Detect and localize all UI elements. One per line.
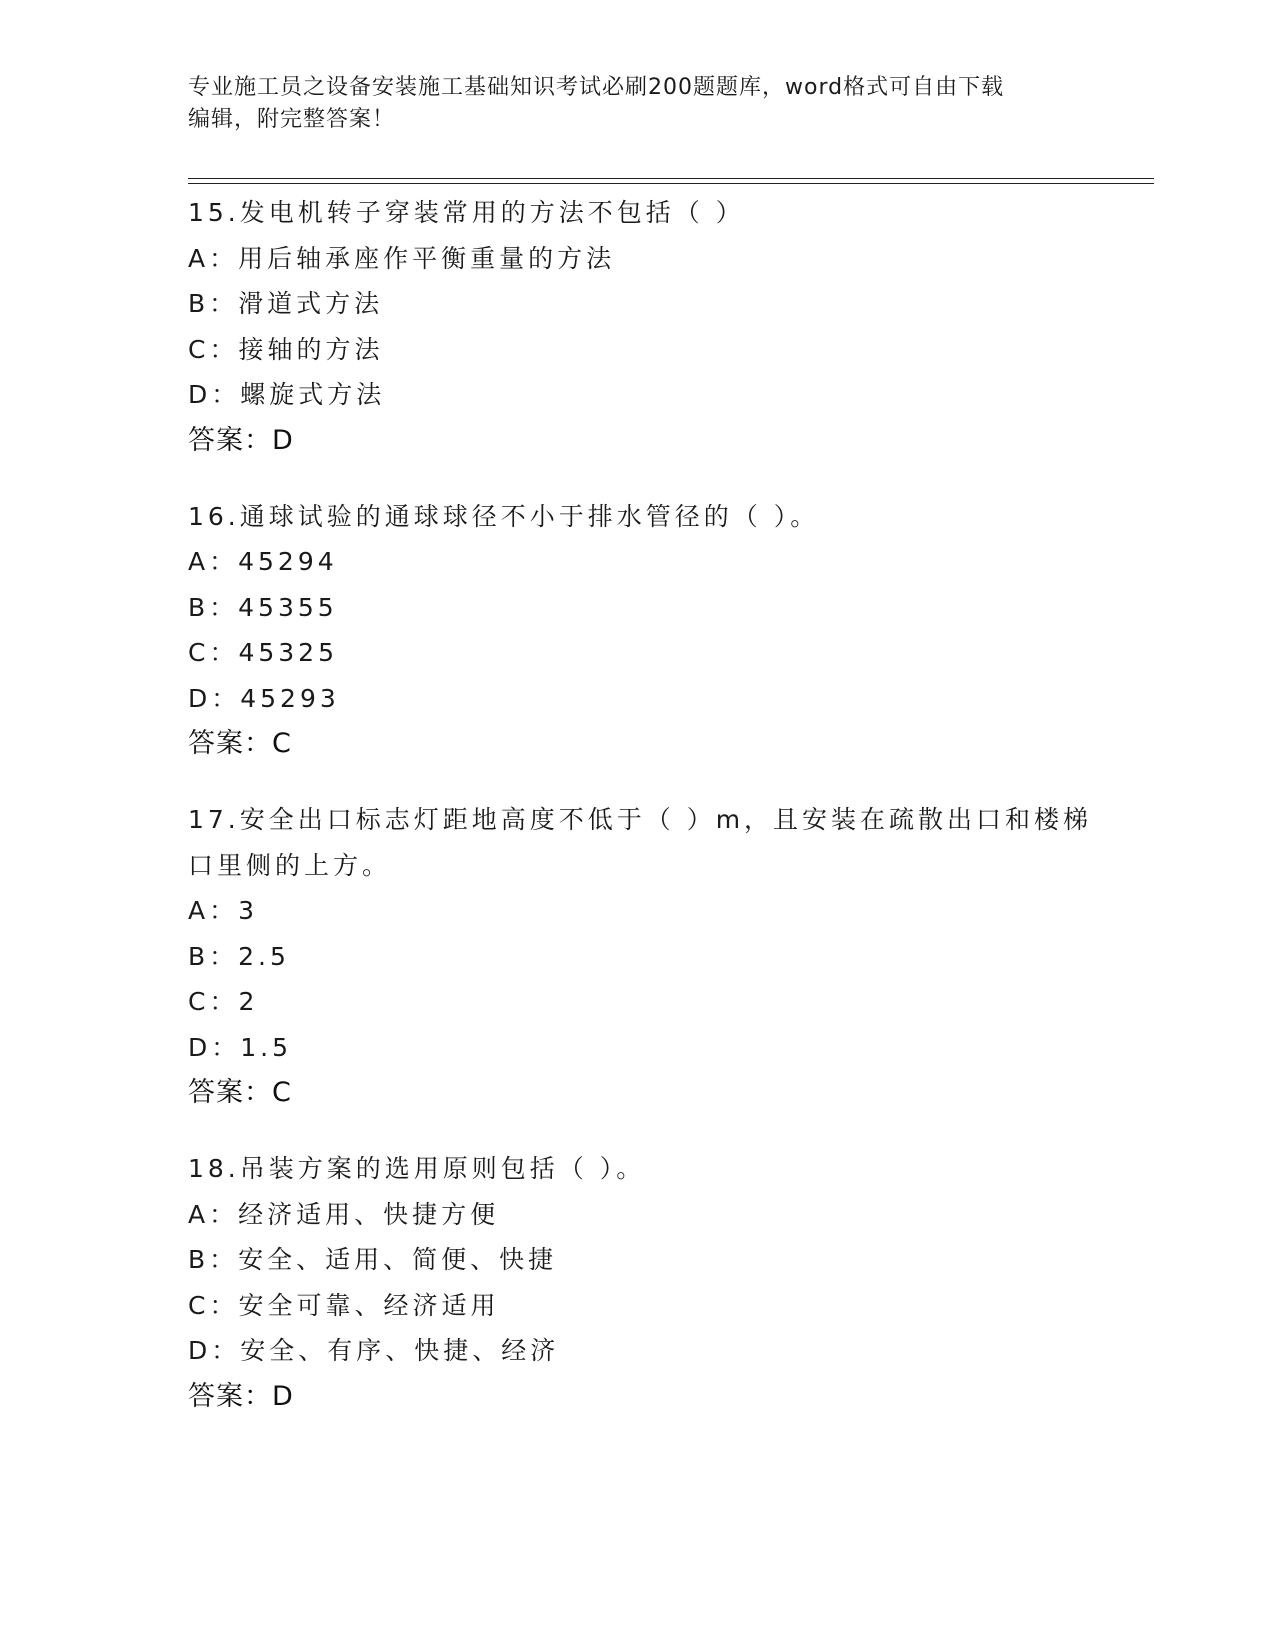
option-d: D：螺旋式方法 (188, 380, 386, 409)
option-d: D：1.5 (188, 1032, 293, 1062)
header-divider-top (188, 178, 1154, 179)
option-c: C：45325 (188, 638, 338, 667)
stem-line: 口里侧的上方。 (188, 850, 392, 880)
stem-line: 16.通球试验的通球球径不小于排水管径的（ ）。 (188, 501, 820, 531)
header-divider-bottom (188, 183, 1154, 184)
option-b: B：2.5 (188, 941, 290, 971)
option-a: A：用后轴承座作平衡重量的方法 (188, 243, 616, 273)
answer-line: 答案：C (188, 1077, 292, 1108)
document-header (188, 72, 1088, 136)
header-line-2: 编辑，附完整答案！ (188, 107, 396, 132)
question-stem (188, 494, 1088, 540)
question-stem (188, 797, 1093, 843)
question-stem (188, 1146, 1088, 1192)
question-18 (188, 1146, 1088, 1420)
header-line-1: 专业施工员之设备安装施工基础知识考试必刷200题题库，word格式可自由下载 (188, 75, 1005, 100)
stem-line: 18.吊装方案的选用原则包括（ ）。 (188, 1154, 646, 1183)
option-b: B：45355 (188, 592, 338, 622)
question-16 (188, 494, 1088, 768)
question-stem (188, 190, 1088, 236)
stem-line: 15.发电机转子穿装常用的方法不包括（ ） (188, 198, 745, 227)
option-b: B：安全、适用、简便、快捷 (188, 1245, 558, 1274)
question-stem-continued (188, 843, 1088, 889)
option-a: A：45294 (188, 547, 338, 576)
option-d: D：安全、有序、快捷、经济 (188, 1336, 560, 1365)
question-17 (188, 797, 1093, 1116)
answer-line: 答案：D (188, 424, 294, 456)
option-a: A：3 (188, 896, 259, 925)
answer-line: 答案：D (188, 1380, 294, 1412)
option-a: A：经济适用、快捷方便 (188, 1199, 500, 1229)
option-c: C：安全可靠、经济适用 (188, 1290, 500, 1320)
stem-line: 17.安全出口标志灯距地高度不低于（ ）m，且安装在疏散出口和楼梯 (188, 805, 1093, 834)
option-b: B：滑道式方法 (188, 289, 384, 318)
option-d: D：45293 (188, 683, 340, 713)
question-15 (188, 190, 1088, 464)
option-c: C：接轴的方法 (188, 334, 384, 364)
option-c: C：2 (188, 987, 259, 1016)
question-list (188, 190, 1093, 1450)
answer-line: 答案：C (188, 728, 292, 759)
